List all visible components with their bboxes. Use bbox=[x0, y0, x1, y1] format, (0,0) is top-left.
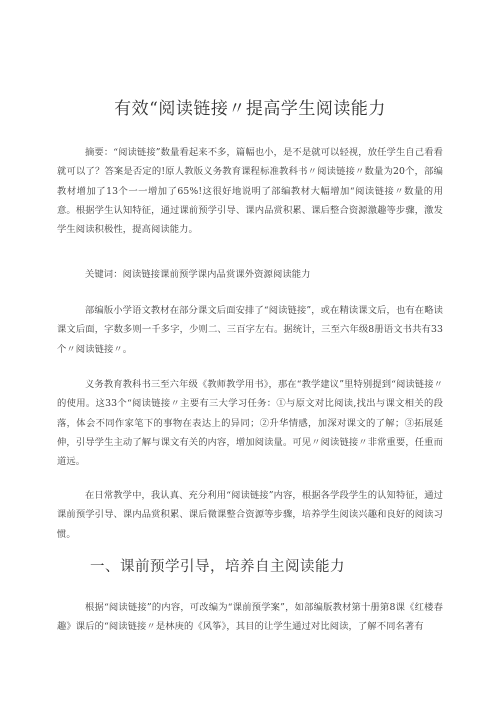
body-paragraph-1: 部编版小学语文教材在部分课文后面安排了“阅读链接”，或在精读课文后，也有在略读课文后面，字数多则一千多字，少则二、三百字左右。据统计，三至六年级8册语文书共有33个〃阅读链接〃。 bbox=[57, 305, 443, 355]
abstract-paragraph: 摘要：“阅读链接”数量看起来不多，篇幅也小，是不是就可以轻视，放任学生自己看看就可以了？答案是否定的!原人教版义务教育课程标准教科书〃阅读链接〃数量为20个，部编教材增加了13个一一增加了65%!这很好地说明了部编教材大幅增加“阅读链接〃数量的用意。根据学生认知特征，通过课前预学引导、课内品赏积累、课后整合资源激趣等步骤，激发学生阅读积极性，提高阅读能力。 bbox=[57, 147, 443, 236]
body-paragraph-2: 义务教育教科书三至六年级《教师教学用书》，那在“教学建议”里特别提到“阅读链接〃的使用。这33个“阅读链接〃主要有三大学习任务：①与原文对比阅读,找出与课文相关的段落，体会不同作家笔下的事物在表达上的异同；②升华情感，加深对课文的了解；③拓展延伸，引导学生主动了解与课文有关的内容，增加阅读量。可见〃阅读链接〃非常重要，任重而道远。 bbox=[57, 379, 443, 468]
document-title: 有效“阅读链接〃提高学生阅读能力 bbox=[114, 99, 386, 119]
body-paragraph-4: 根据“阅读链接”的内容，可改编为“课前预学案”，如部编版教材第十册第8课《红楼春趣》课后的“阅读链接〃是林庚的《风筝》，其目的让学生通过对比阅读，了解不同名著有 bbox=[57, 602, 443, 633]
keywords-paragraph: 关键词：阅读链接课前预学课内品赏课外资源阅读能力 bbox=[85, 269, 311, 280]
body-paragraph-3: 在日常教学中，我认真、充分利用“阅读链接”内容，根据各学段学生的认知特征，通过课前预学引导、课内品赏积累、课后微课整合资源等步骤，培养学生阅读兴趣和良好的阅读习惯。 bbox=[57, 490, 443, 540]
section-heading-1: 一、课前预学引导，培养自主阅读能力 bbox=[90, 559, 345, 575]
